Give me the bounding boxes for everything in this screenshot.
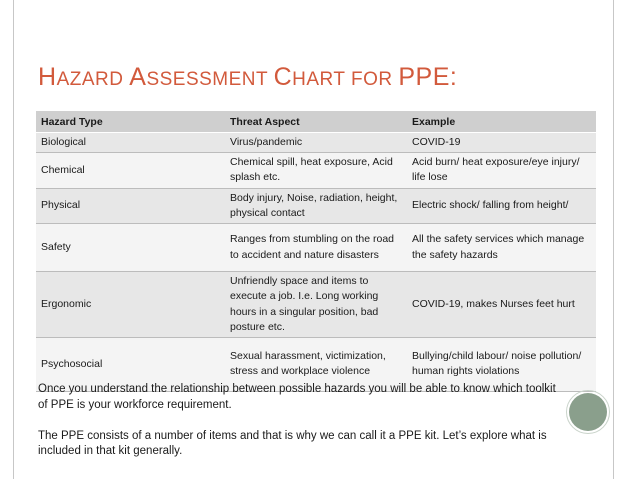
example-cell: Electric shock/ falling from height/: [407, 188, 596, 223]
slide-title: [38, 63, 457, 92]
table-header-row: [36, 111, 596, 133]
hazard-assessment-table: [36, 111, 596, 392]
column-header-example: Example: [407, 111, 596, 133]
title-word-chart: CHART: [273, 63, 351, 91]
body-text: [38, 382, 558, 460]
title-word-ppe: PPE:: [398, 63, 458, 91]
hazard-type-cell: Safety: [36, 224, 225, 272]
table-row: [36, 133, 596, 153]
table-row: [36, 188, 596, 223]
paragraph-toolkit: Once you understand the relationship between possible hazards you will be able to know which toolkit of PPE is your workforce requirement.: [38, 383, 556, 411]
threat-aspect-cell: Sexual harassment, victimization, stress and workplace violence: [225, 337, 407, 391]
slide-frame-left-line: [13, 0, 14, 479]
example-cell: COVID-19, makes Nurses feet hurt: [407, 272, 596, 338]
column-header-threat-aspect: Threat Aspect: [225, 111, 407, 133]
title-word-for: FOR: [350, 69, 399, 90]
hazard-type-cell: Chemical: [36, 153, 225, 188]
table-row: [36, 272, 596, 338]
threat-aspect-cell: Ranges from stumbling on the road to accident and nature disasters: [225, 224, 407, 272]
column-header-hazard-type: Hazard Type: [36, 111, 225, 133]
slide-frame-right-line: [613, 0, 614, 479]
table-row: [36, 224, 596, 272]
threat-aspect-cell: Virus/pandemic: [225, 133, 407, 153]
hazard-type-cell: Physical: [36, 188, 225, 223]
threat-aspect-cell: Body injury, Noise, radiation, height, physical contact: [225, 188, 407, 223]
paragraph-ppe-kit: The PPE consists of a number of items and that is why we can call it a PPE kit. Let’s explore what is included in that kit generally.: [38, 429, 547, 457]
example-cell: COVID-19: [407, 133, 596, 153]
hazard-type-cell: Biological: [36, 133, 225, 153]
title-word-hazard: HAZARD: [38, 63, 130, 91]
table-row: [36, 153, 596, 188]
threat-aspect-cell: Unfriendly space and items to execute a job. I.e. Long working hours in a singular position, bad posture etc.: [225, 272, 407, 338]
decorative-circle: [569, 393, 607, 431]
hazard-type-cell: Psychosocial: [36, 337, 225, 391]
example-cell: All the safety services which manage the safety hazards: [407, 224, 596, 272]
title-word-assessment: ASSESSMENT: [129, 63, 274, 91]
example-cell: Acid burn/ heat exposure/eye injury/ life lose: [407, 153, 596, 188]
hazard-type-cell: Ergonomic: [36, 272, 225, 338]
threat-aspect-cell: Chemical spill, heat exposure, Acid splash etc.: [225, 153, 407, 188]
example-cell: Bullying/child labour/ noise pollution/ human rights violations: [407, 337, 596, 391]
